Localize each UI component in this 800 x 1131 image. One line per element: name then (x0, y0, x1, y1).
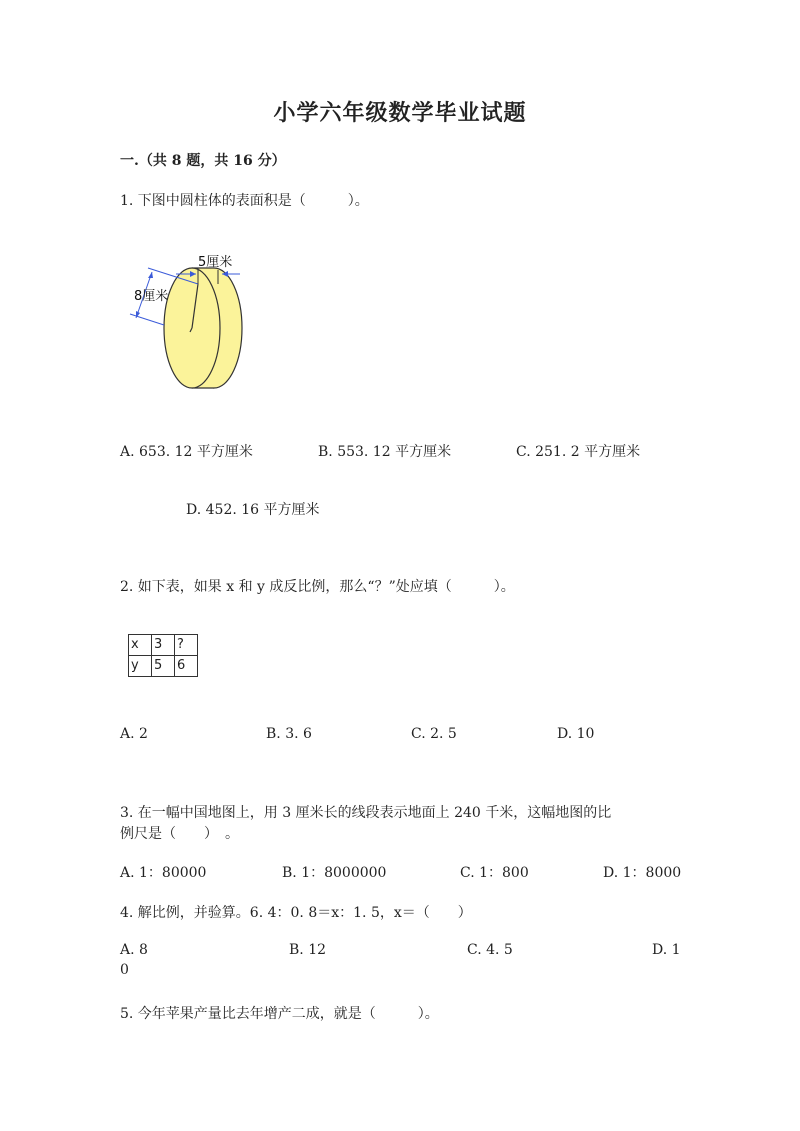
table-cell: y (129, 656, 152, 677)
xy-table (128, 634, 198, 677)
q2-option-b: B. 3. 6 (266, 726, 312, 742)
q3-option-a: A. 1：80000 (120, 865, 207, 881)
q4-option-c: C. 4. 5 (467, 942, 513, 958)
q3-option-c: C. 1：800 (460, 865, 529, 881)
table-cell: x (129, 635, 152, 656)
diameter-ext-bottom (130, 314, 164, 325)
q4-option-d: D. 1 (652, 942, 681, 958)
q4-option-d-wrap: 0 (120, 962, 129, 978)
table-row (129, 656, 198, 677)
q3-option-b: B. 1：8000000 (282, 865, 387, 881)
q1-option-c: C. 251. 2 平方厘米 (516, 444, 641, 460)
q1-option-b: B. 553. 12 平方厘米 (318, 444, 452, 460)
width-label: 5厘米 (198, 255, 233, 270)
table-row (129, 635, 198, 656)
table-cell: 3 (152, 635, 175, 656)
question-3-text-line1: 3. 在一幅中国地图上，用 3 厘米长的线段表示地面上 240 千米，这幅地图的比 (120, 805, 612, 821)
q2-option-c: C. 2. 5 (411, 726, 457, 742)
question-2-text: 2. 如下表，如果 x 和 y 成反比例，那么“？”处应填（ ）。 (120, 579, 515, 595)
page-title: 小学六年级数学毕业试题 (273, 100, 527, 126)
q1-option-d: D. 452. 16 平方厘米 (186, 502, 320, 518)
question-4-text: 4. 解比例，并验算。6. 4：0. 8＝x：1. 5，x＝（ ） (120, 905, 472, 921)
q1-option-a: A. 653. 12 平方厘米 (120, 444, 253, 460)
diameter-label: 8厘米 (134, 289, 169, 304)
question-1-text: 1. 下图中圆柱体的表面积是（ ）。 (120, 193, 369, 209)
table-cell: 6 (175, 656, 198, 677)
q3-option-d: D. 1：8000 (603, 865, 682, 881)
q4-option-b: B. 12 (289, 942, 327, 958)
table-cell: 5 (152, 656, 175, 677)
section-heading: 一.（共 8 题，共 16 分） (120, 153, 286, 169)
cylinder-figure (118, 248, 258, 398)
q4-option-a: A. 8 (120, 942, 148, 958)
table-cell: ? (175, 635, 198, 656)
question-5-text: 5. 今年苹果产量比去年增产二成，就是（ ）。 (120, 1006, 439, 1022)
question-3-text-line2: 例尺是（ ） 。 (120, 826, 239, 842)
q2-option-d: D. 10 (557, 726, 595, 742)
q2-option-a: A. 2 (120, 726, 148, 742)
